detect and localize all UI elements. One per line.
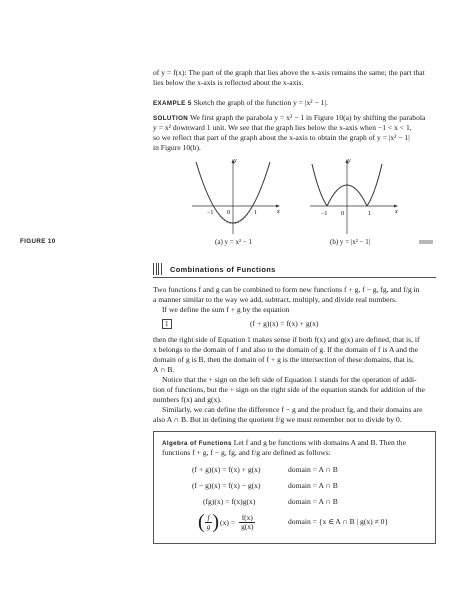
sum-definition: (f + g)(x) = f(x) + g(x): [192, 465, 261, 474]
figure-label: FIGURE 10: [20, 238, 56, 245]
quotient-fraction: $\frac{f(x)}{g(x)}$: [241, 512, 254, 531]
example-text: Sketch the graph of the function y = |x² − 1|.: [193, 98, 328, 107]
intro-line-1: of y = f(x): The part of the graph that lies above the x-axis remains the same; the part that: [153, 68, 425, 77]
solution-label: SOLUTION: [153, 115, 189, 122]
example-label: EXAMPLE 5: [153, 100, 192, 107]
page-tab-marker: [419, 240, 433, 244]
box-heading: Algebra of Functions: [162, 440, 232, 447]
tick-1: 1: [368, 211, 371, 217]
p3-line-4: A ∩ B.: [153, 365, 175, 374]
right-branch: [367, 164, 382, 206]
equation-1: (f + g)(x) = f(x) + g(x): [250, 319, 319, 328]
y-label: y: [234, 158, 237, 164]
x-axis-arrow: [394, 205, 398, 208]
x-axis-arrow: [276, 205, 280, 208]
p5-line-1: Similarly, we can define the difference f − g and the product fg, and their domains are: [162, 405, 423, 414]
p3-line-2: x belongs to the domain of f and also to the domain of g. If the domain of f is A and the: [153, 345, 419, 354]
p2-line-1: If we define the sum f + g by the equation: [162, 305, 290, 314]
intro-line-2: lies below the x-axis is reflected about the x-axis.: [153, 78, 304, 87]
left-branch: [312, 164, 327, 206]
tick-minus-1: −1: [207, 210, 214, 216]
f-over-g: $\frac{f}{g}$: [206, 512, 211, 531]
x-label: x: [395, 209, 398, 215]
p4-line-3: numbers f(x) and g(x).: [153, 395, 222, 404]
solution-line-3: so we reflect that part of the graph about the x-axis to obtain the graph of y = |x² − 1|: [153, 133, 410, 142]
right-paren: ): [212, 511, 220, 533]
sum-domain: domain = A ∩ B: [288, 465, 338, 474]
product-definition: (fg)(x) = f(x)g(x): [203, 497, 256, 506]
quotient-definition: [198, 510, 255, 534]
algebra-of-functions-box: [153, 431, 436, 544]
figure-10a-graph: [188, 154, 284, 238]
p3-line-1: then the right side of Equation 1 makes sense if both f(x) and g(x) are defined, that is, if: [153, 335, 420, 344]
tick-0: 0: [227, 210, 230, 216]
x-label: x: [277, 209, 280, 215]
product-domain: domain = A ∩ B: [288, 497, 338, 506]
equation-number: [162, 319, 172, 329]
box-text-1: Let f and g be functions with domains A and B. Then the: [233, 438, 406, 447]
figure-b-caption: (b) y = |x² − 1|: [330, 238, 371, 246]
section-bars-icon: [153, 263, 161, 275]
p4-line-1: Notice that the + sign on the left side of Equation 1 stands for the operation of addi-: [162, 375, 417, 384]
p5-line-2: also A ∩ B. But in defining the quotient f/g we must remember not to divide by 0.: [153, 415, 402, 424]
solution-text-1: We first graph the parabola y = x² − 1 in Figure 10(a) by shifting the parabola: [189, 113, 426, 122]
quotient-domain: domain = {x ∈ A ∩ B | g(x) ≠ 0}: [288, 517, 389, 526]
p4-line-2: tion of functions, but the + sign on the right side of the equation stands for addition of the: [153, 385, 425, 394]
equation-number-box: 1: [162, 319, 172, 329]
figure-10b-graph: [306, 154, 402, 238]
example-5: [153, 98, 328, 109]
p1-line-2: a manner similar to the way we add, subtract, multiply, and divide real numbers.: [153, 295, 397, 304]
left-paren: (: [198, 511, 205, 533]
solution-line-2: y = x² downward 1 unit. We see that the graph lies below the x-axis when −1 < x < 1,: [153, 123, 412, 132]
quotient-x-eq: (x) =: [220, 517, 236, 527]
section-title: Combinations of Functions: [170, 265, 276, 274]
section-rule: [153, 277, 436, 278]
box-intro-line-2: functions f + g, f − g, fg, and f/g are defined as follows:: [162, 448, 331, 457]
difference-domain: domain = A ∩ B: [288, 481, 338, 490]
p3-line-3: domain of g is B, then the domain of f + g is the intersection of these domains, that is,: [153, 355, 414, 364]
y-label: y: [348, 158, 351, 164]
p1-line-1: Two functions f and g can be combined to form new functions f + g, f − g, fg, and f/g in: [153, 285, 420, 294]
figure-a-caption: (a) y = x² − 1: [215, 238, 253, 246]
difference-definition: (f − g)(x) = f(x) − g(x): [192, 481, 261, 490]
solution-line-4: in Figure 10(b).: [153, 143, 201, 152]
tick-1: 1: [254, 210, 257, 216]
tick-minus-1: −1: [321, 211, 328, 217]
tick-0: 0: [341, 211, 344, 217]
